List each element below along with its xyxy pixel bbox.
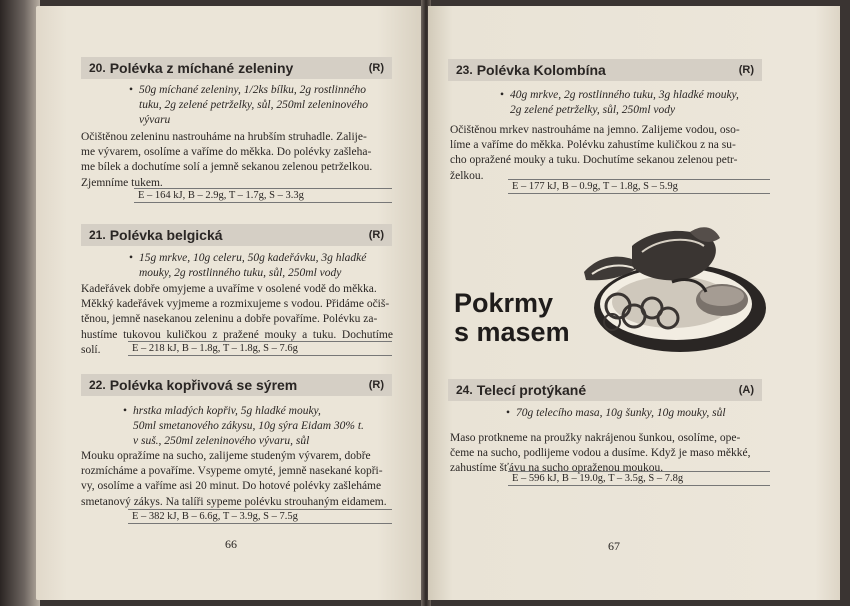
ingredient-line: mouky, 2g rostlinného tuku, sůl, 250ml vody bbox=[139, 267, 342, 279]
ingredients: • 50g míchané zeleniny, 1/2ks bílku, 2g rostlinného tuku, 2g zelené petrželky, sůl, 250ml zeleninového vývaru bbox=[129, 84, 368, 126]
ingredient-line: 40g mrkve, 2g rostlinného tuku, 3g hladké mouky, bbox=[510, 89, 739, 101]
ingredient-line: 2g zelené petrželky, sůl, 250ml vody bbox=[510, 104, 676, 116]
nutrition-info: E – 218 kJ, B – 1.8g, T – 1.8g, S – 7.6g bbox=[128, 341, 392, 356]
recipe-tag: (R) bbox=[368, 62, 384, 74]
recipe-body: Očištěnou zeleninu nastrouháme na hrubším struhadle. Zalije- me vývarem, osolíme a vaříme do měkka. Do polévky zašleha- me bílek a dochutíme solí a jemně sekanou zelenou petrželkou. Zjemníme tukem. bbox=[81, 131, 373, 189]
recipe-heading bbox=[81, 57, 392, 79]
nutrition-info: E – 177 kJ, B – 0.9g, T – 1.8g, S – 5.9g bbox=[508, 179, 770, 194]
ingredient-line: v suš., 250ml zeleninového vývaru, sůl bbox=[133, 435, 310, 447]
recipe-number: 23. bbox=[456, 63, 473, 77]
recipe-title: Polévka kopřivová se sýrem bbox=[109, 377, 298, 393]
recipe-heading bbox=[448, 59, 762, 81]
recipe-title: Telecí protýkané bbox=[476, 382, 587, 398]
ingredients: • 15g mrkve, 10g celeru, 50g kadeřávku, 3g hladké mouky, 2g rostlinného tuku, sůl, 250ml vody bbox=[129, 252, 367, 279]
ingredient-line: 50g míchané zeleniny, 1/2ks bílku, 2g rostlinného bbox=[139, 84, 366, 96]
ingredient-line: 50ml smetanového zákysu, 10g sýra Eidam 30% t. bbox=[133, 420, 364, 432]
ingredient-line: 15g mrkve, 10g celeru, 50g kadeřávku, 3g hladké bbox=[139, 252, 367, 264]
ingredient-line: hrstka mladých kopřiv, 5g hladké mouky, bbox=[133, 405, 321, 417]
ingredients: • hrstka mladých kopřiv, 5g hladké mouky, 50ml smetanového zákysu, 10g sýra Eidam 30% t. v suš., 250ml zeleninového vývaru, sůl bbox=[123, 405, 364, 447]
ingredients: • 70g telecího masa, 10g šunky, 10g mouky, sůl bbox=[506, 407, 726, 419]
recipe-body: Mouku opražíme na sucho, zalijeme studeným vývarem, dobře rozmícháme a povaříme. Vsypeme omyté, jemně nasekané kopři- vy, osolíme a vaříme asi 20 minut. Do hotové polévky zašleháme smetanový zákys. Na talíři sypeme polévku strouhaným eidamem. bbox=[81, 450, 387, 508]
recipe-number: 21. bbox=[89, 228, 106, 242]
recipe-body: Očištěnou mrkev nastrouháme na jemno. Zalijeme vodou, oso- líme a vaříme do měkka. Polévku zahustíme kuličkou z na su- cho opražené mouky a tuku. Dochutíme sekanou zelenou petr- želkou. bbox=[450, 124, 740, 182]
recipe-tag: (R) bbox=[368, 229, 384, 241]
nutrition-info: E – 382 kJ, B – 6.6g, T – 3.9g, S – 7.5g bbox=[128, 509, 392, 524]
recipe-title: Polévka belgická bbox=[109, 227, 223, 243]
recipe-tag: (A) bbox=[738, 384, 754, 396]
recipe-heading bbox=[448, 379, 762, 401]
recipe-title: Polévka z míchané zeleniny bbox=[109, 60, 294, 76]
page-number: 66 bbox=[225, 537, 237, 551]
meat-dish-illustration bbox=[572, 222, 770, 362]
section-title: Pokrmy s masem bbox=[454, 288, 570, 347]
recipe-number: 22. bbox=[89, 378, 106, 392]
ingredient-line: 70g telecího masa, 10g šunky, 10g mouky, sůl bbox=[516, 407, 726, 419]
nutrition-info: E – 164 kJ, B – 2.9g, T – 1.7g, S – 3.3g bbox=[134, 188, 392, 203]
ingredient-line: vývaru bbox=[139, 114, 171, 126]
recipe-body: Maso protkneme na proužky nakrájenou šunkou, osolíme, ope- čeme na sucho, podlijeme vodou a dusíme. Když je maso měkké, zahustíme šťávu na sucho opraženou moukou. bbox=[450, 432, 751, 475]
recipe-tag: (R) bbox=[368, 379, 384, 391]
recipe-heading bbox=[81, 224, 392, 246]
recipe-number: 20. bbox=[89, 61, 106, 75]
ingredient-line: tuku, 2g zelené petrželky, sůl, 250ml zeleninového bbox=[139, 99, 368, 111]
left-page bbox=[36, 6, 424, 600]
ingredients: • 40g mrkve, 2g rostlinného tuku, 3g hladké mouky, 2g zelené petrželky, sůl, 250ml vody bbox=[500, 89, 739, 116]
nutrition-info: E – 596 kJ, B – 19.0g, T – 3.5g, S – 7.8g bbox=[508, 471, 770, 486]
page-number: 67 bbox=[608, 539, 620, 553]
recipe-body: Kadeřávek dobře omyjeme a uvaříme v osolené vodě do měkka. Měkký kadeřávek vyjmeme a rozmixujeme s vodou. Přidáme očiš- těnou, jemně nasekanou zeleninu a dobře povaříme. Polévku za- hustíme tukovou kuličkou z pražené mouky a tuku. Dochutíme solí. bbox=[81, 283, 393, 356]
recipe-title: Polévka Kolombína bbox=[476, 62, 606, 78]
recipe-heading bbox=[81, 374, 392, 396]
right-page bbox=[428, 6, 840, 600]
recipe-number: 24. bbox=[456, 383, 473, 397]
recipe-tag: (R) bbox=[738, 64, 754, 76]
book-edge bbox=[0, 0, 40, 606]
